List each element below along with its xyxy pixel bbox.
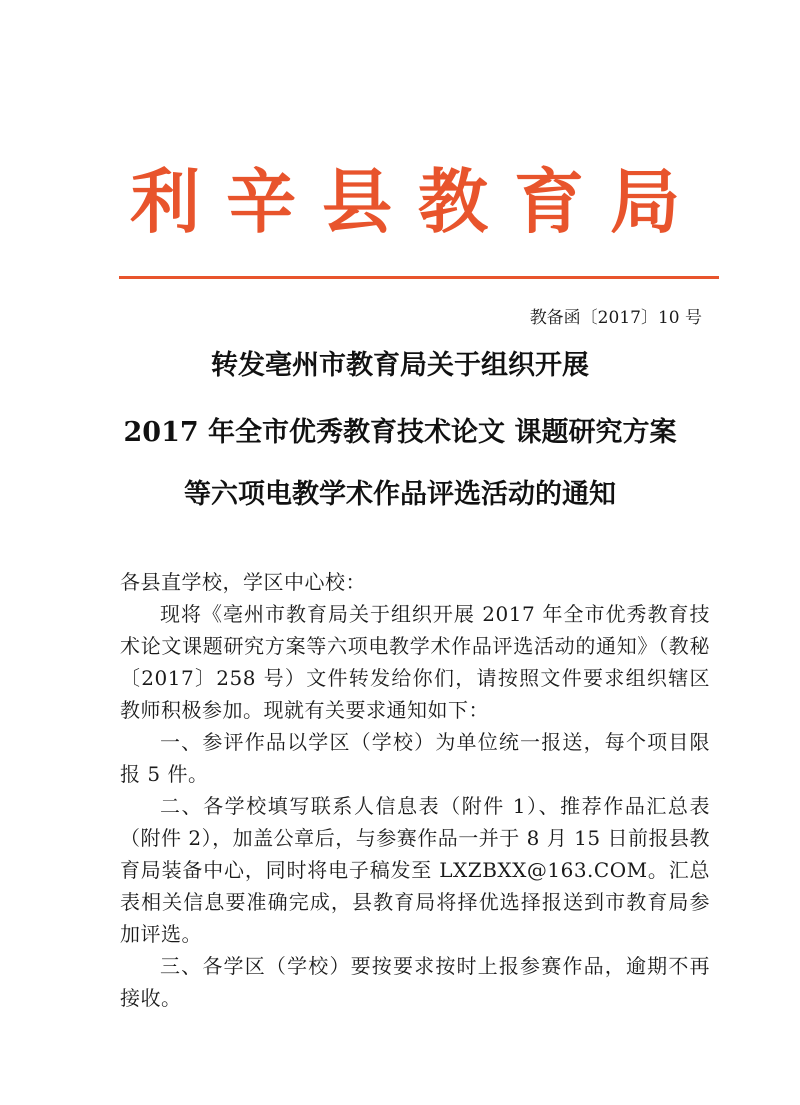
body-paragraph-item-3: 三、各学区（学校）要按要求按时上报参赛作品，逾期不再接收。 <box>120 954 710 1010</box>
body-paragraph-item-1: 一、参评作品以学区（学校）为单位统一报送，每个项目限报 5 件。 <box>120 730 710 786</box>
body-paragraph-item-2: 二、各学校填写联系人信息表（附件 1）、推荐作品汇总表（附件 2），加盖公章后，与参赛作品一并于 8 月 15 日前报县教育局装备中心，同时将电子稿发至 LXZBXX@163.COM。汇总表相关信息要准确完成，县教育局将择优选择报送到市教育局参加评选。 <box>120 794 710 946</box>
document-title-line-3: 等六项电教学术作品评选活动的通知 <box>184 479 616 510</box>
body-paragraph-intro: 现将《亳州市教育局关于组织开展 2017 年全市优秀教育技术论文课题研究方案等六项电教学术作品评选活动的通知》（教秘〔2017〕258 号）文件转发给你们，请按照文件要求组织辖区教师积极参加。现就有关要求通知如下： <box>120 602 710 722</box>
document-number: 教备函〔2017〕10 号 <box>529 308 702 328</box>
letterhead-red-rule <box>119 276 719 279</box>
document-title-line-2: 2017 年全市优秀教育技术论文 课题研究方案 <box>123 417 677 448</box>
document-title-line-1: 转发亳州市教育局关于组织开展 <box>211 350 589 381</box>
salutation: 各县直学校，学区中心校： <box>120 570 366 594</box>
letterhead-org-name: 利辛县教育局 <box>130 161 706 243</box>
document-body <box>120 566 710 1014</box>
